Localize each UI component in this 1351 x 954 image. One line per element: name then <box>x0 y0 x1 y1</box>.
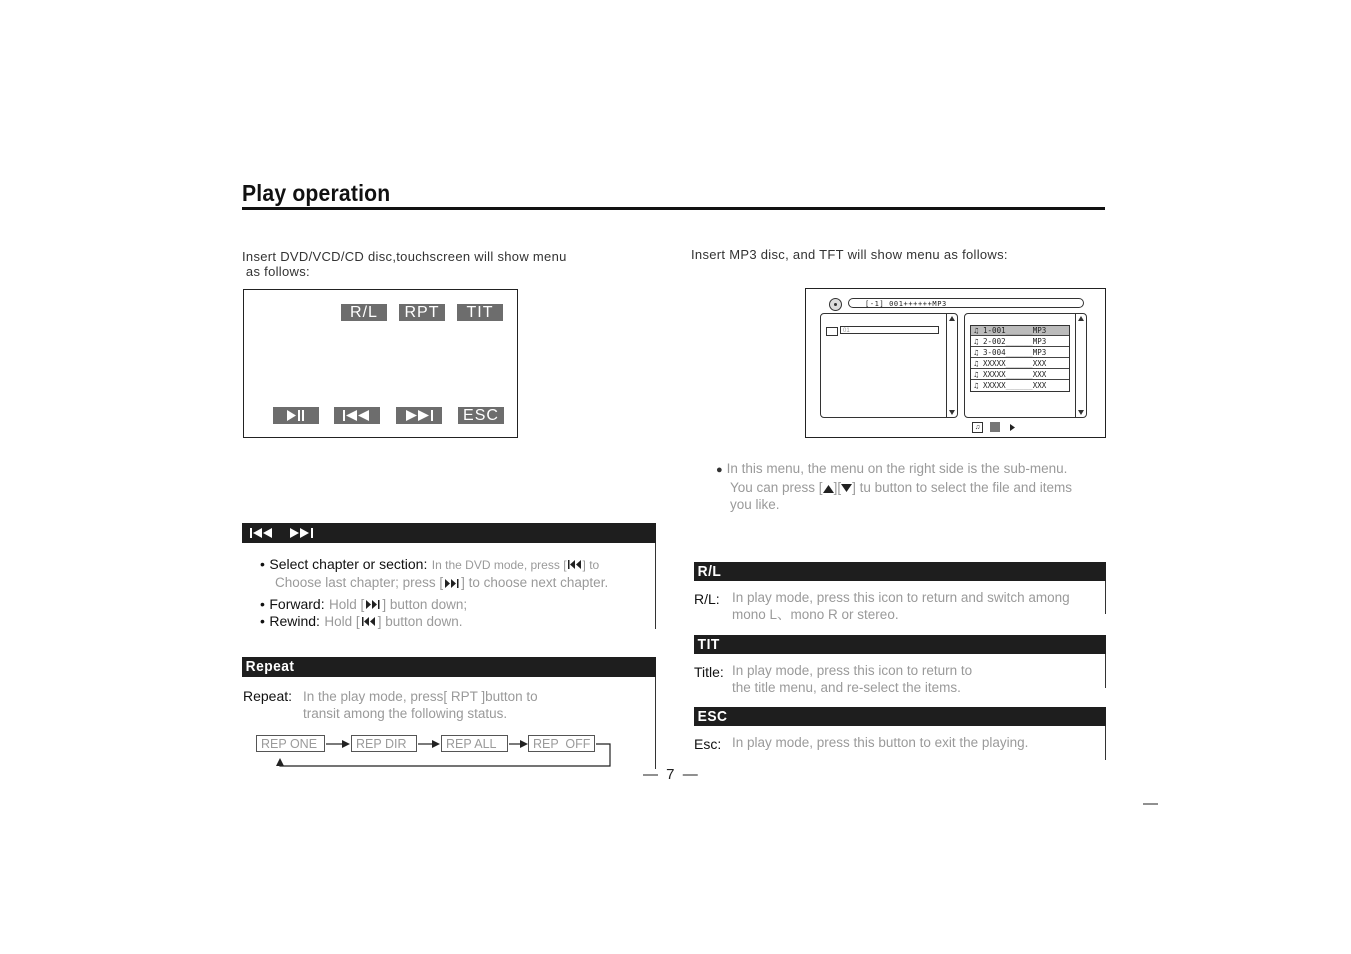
rpt-button[interactable]: RPT <box>399 304 445 321</box>
file-row[interactable]: ♫ 3-004______MP3 <box>971 348 1069 358</box>
dvd-menu-screen <box>243 289 518 438</box>
play-icon[interactable] <box>1010 424 1015 431</box>
corner-mark: — <box>1143 795 1158 812</box>
title-divider <box>242 207 1105 210</box>
tit-section-header: TIT <box>694 635 1106 654</box>
file-panel <box>964 313 1087 418</box>
file-row[interactable]: ♫ XXXXX______XXX <box>971 370 1069 380</box>
page-title: Play operation <box>242 180 391 206</box>
rl-section-header: R/L <box>694 562 1106 581</box>
repeat-section-border <box>655 677 656 769</box>
disc-icon <box>829 298 842 311</box>
bullet: ● <box>716 464 723 476</box>
previous-button[interactable] <box>334 407 380 424</box>
page-number: 7 <box>666 766 675 783</box>
down-arrow-icon <box>841 484 852 493</box>
folder-item[interactable]: 01 <box>840 326 939 334</box>
esc-description: In play mode, press this button to exit the playing. <box>732 735 1029 750</box>
music-note-icon: ♫ <box>974 348 979 357</box>
scroll-down-icon <box>1078 410 1084 415</box>
folder-icon <box>826 327 838 336</box>
chapter-section-border <box>655 543 656 629</box>
repeat-label: Repeat: <box>243 688 293 704</box>
rl-button[interactable]: R/L <box>341 304 387 321</box>
tit-section-border <box>1105 654 1106 688</box>
rep-dir-state: REP DIR <box>351 735 417 752</box>
title-label: Title: <box>694 664 724 680</box>
tit-button[interactable]: TIT <box>457 304 503 321</box>
path-bar: [-1] 001++++++MP3 <box>848 298 1084 308</box>
scroll-down-icon <box>949 410 955 415</box>
chapter-section-body: • Select chapter or section: In the DVD mode, press [ ] to Choose last chapter; press [ ] to choose next chapter. • Forward: Hold [ ] button down; • Rewind: Hold [ ] button down. <box>260 556 609 629</box>
next-icon <box>443 579 461 588</box>
previous-icon <box>340 407 374 424</box>
rep-one-state: REP ONE <box>256 735 325 752</box>
esc-button[interactable]: ESC <box>458 407 504 424</box>
file-row[interactable]: ♫ 2-002______MP3 <box>971 337 1069 347</box>
dvd-intro-text <box>242 249 567 279</box>
folder-mode-icon[interactable] <box>990 422 1000 432</box>
chapter-section-header <box>242 523 656 543</box>
rl-section-border <box>1105 581 1106 614</box>
file-row[interactable]: ♫ XXXXX______XXX <box>971 359 1069 369</box>
previous-icon <box>567 560 583 569</box>
mp3-intro-text: Insert MP3 disc, and TFT will show menu as follows: <box>691 247 1008 262</box>
dvd-intro-line1: Insert DVD/VCD/CD disc,touchscreen will show menu <box>242 249 567 264</box>
folder-panel <box>820 313 958 418</box>
next-icon <box>402 407 436 424</box>
repeat-section-header: Repeat <box>242 657 656 677</box>
scroll-up-icon <box>949 316 955 321</box>
repeat-description: In the play mode, press[ RPT ]button to transit among the following status. <box>303 689 538 721</box>
music-note-icon: ♫ <box>974 381 979 390</box>
file-row[interactable]: ♫ XXXXX______XXX <box>974 381 1047 390</box>
mp3-menu-screen <box>805 288 1106 438</box>
rep-off-state: REP OFF <box>528 735 595 752</box>
next-icon <box>364 600 382 609</box>
mp3-note: ● In this menu, the menu on the right side is the sub-menu. You can press [ ][ ] tu button to select the file and items you like. <box>716 461 1072 512</box>
scroll-up-icon <box>1078 316 1084 321</box>
rl-description: In play mode, press this icon to return and switch among mono L、mono R or stereo. <box>732 590 1070 622</box>
next-icon <box>290 528 314 538</box>
play-pause-icon <box>283 407 309 424</box>
esc-label: Esc: <box>694 736 722 752</box>
forward-label: Forward: <box>269 596 325 612</box>
tit-description: In play mode, press this icon to return to the title menu, and re-select the items. <box>732 663 973 695</box>
esc-section-border <box>1105 726 1106 760</box>
previous-icon <box>360 617 378 626</box>
file-list <box>970 325 1070 392</box>
esc-section-header: ESC <box>694 707 1106 726</box>
music-note-icon: ♫ <box>974 337 979 346</box>
file-row[interactable]: ♫ 1-001______MP3 <box>971 326 1069 336</box>
repeat-cycle-arrows <box>252 735 614 769</box>
next-button[interactable] <box>396 407 442 424</box>
select-chapter-label: Select chapter or section: <box>269 556 428 572</box>
rep-all-state: REP ALL <box>441 735 508 752</box>
music-note-icon: ♫ <box>974 326 979 335</box>
file-scrollbar[interactable] <box>1075 314 1086 417</box>
up-arrow-icon <box>823 484 834 493</box>
rl-label: R/L: <box>694 591 720 607</box>
music-note-icon: ♫ <box>974 370 979 379</box>
music-mode-icon[interactable]: ♫ <box>972 422 983 433</box>
rewind-label: Rewind: <box>269 613 320 629</box>
previous-icon <box>250 528 274 538</box>
page-number-footer: — 7 — <box>643 766 698 783</box>
music-note-icon: ♫ <box>974 359 979 368</box>
dvd-intro-line2: as follows: <box>242 264 310 279</box>
play-pause-button[interactable] <box>273 407 319 424</box>
folder-scrollbar[interactable] <box>946 314 957 417</box>
